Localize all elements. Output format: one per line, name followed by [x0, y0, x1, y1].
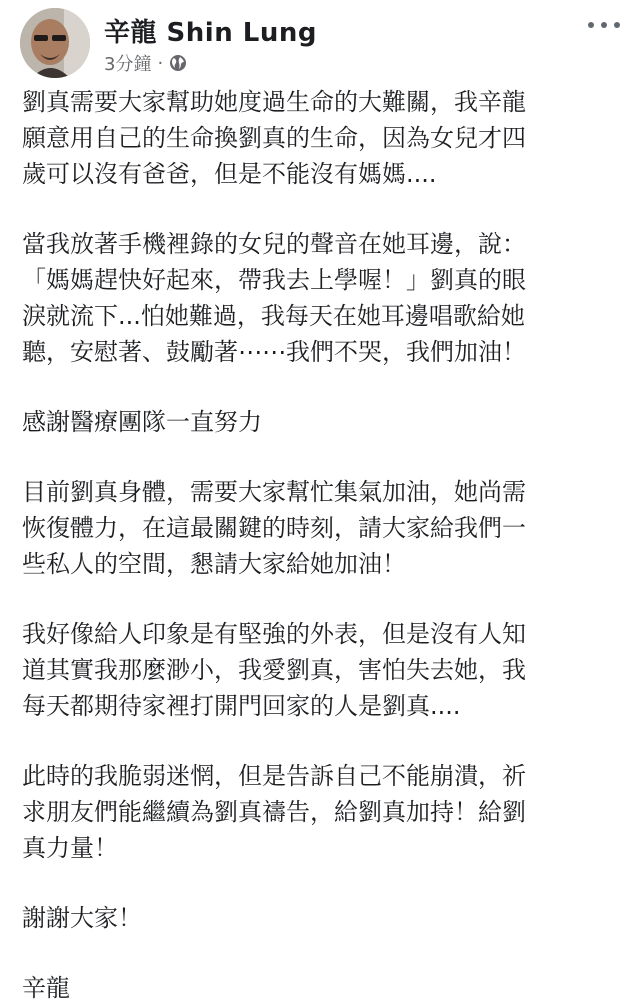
post-timestamp[interactable]: 3分鐘: [104, 54, 152, 75]
more-options-icon[interactable]: [588, 18, 620, 32]
post-header: [18, 6, 622, 78]
post-paragraph: 謝謝大家！: [22, 904, 142, 932]
globe-icon: [169, 54, 187, 72]
author-name[interactable]: 辛龍 Shin Lung: [104, 18, 317, 48]
avatar[interactable]: [20, 8, 90, 78]
post-body: [22, 84, 622, 1006]
post-paragraph: 當我放著手機裡錄的女兒的聲音在她耳邊，說： 「媽媽趕快好起來，帶我去上學喔！」劉真的眼 淚就流下...怕她難過，我每天在她耳邊唱歌給她 聽，安慰著、鼓勵著⋯⋯我們不哭，我們加油！: [22, 230, 526, 366]
post-paragraph: 感謝醫療團隊一直努力: [22, 408, 262, 436]
post-paragraph: 我好像給人印象是有堅強的外表，但是沒有人知 道其實我那麼渺小，我愛劉真，害怕失去她，我 每天都期待家裡打開門回家的人是劉真....: [22, 620, 526, 720]
meta-separator: ·: [157, 52, 164, 74]
post-paragraph: 此時的我脆弱迷惘，但是告訴自己不能崩潰，祈 求朋友們能繼續為劉真禱告，給劉真加持！給劉 真力量！: [22, 762, 526, 862]
post-meta: [104, 50, 187, 76]
post-paragraph: 目前劉真身體，需要大家幫忙集氣加油，她尚需 恢復體力，在這最關鍵的時刻，請大家給我們一 些私人的空間，懇請大家給她加油！: [22, 478, 526, 578]
post-paragraph: 劉真需要大家幫助她度過生命的大難關，我辛龍 願意用自己的生命換劉真的生命，因為女兒才四 歲可以沒有爸爸，但是不能沒有媽媽....: [22, 88, 526, 188]
post-signature: 辛龍: [22, 974, 70, 1002]
